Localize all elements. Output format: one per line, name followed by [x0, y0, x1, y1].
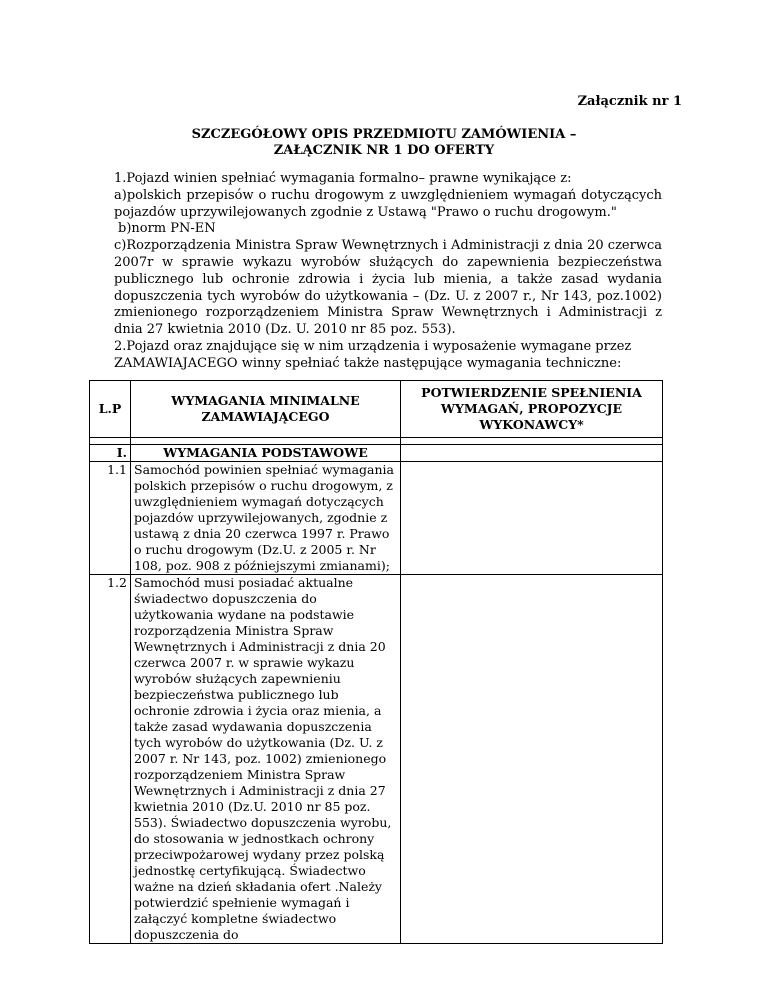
table-header-row — [90, 381, 663, 438]
row-confirmation-input[interactable] — [401, 462, 663, 575]
intro-paragraph-2: a)polskich przepisów o ruchu drogowym z uwzględnieniem wymagań dotyczących pojazdów uprzywilejowanych zgodnie z Ustawą "Prawo o ruchu drogowym." — [114, 187, 662, 220]
row-confirmation-input[interactable] — [401, 445, 663, 462]
document-title — [120, 127, 648, 159]
row-lp: 1.1 — [90, 462, 131, 575]
row-lp: I. — [90, 445, 131, 462]
title-line-1: SZCZEGÓŁOWY OPIS PRZEDMIOTU ZAMÓWIENIA – — [191, 127, 577, 142]
table-row — [90, 445, 663, 462]
intro-paragraph-4: c)Rozporządzenia Ministra Spraw Wewnętrznych i Administracji z dnia 20 czerwca 2007r w sprawie wykazu wyrobów służących do zapewnienia bezpieczeństwa publicznego lub ochronie zdrowia i życia lub mienia, a także zasad wydania dopuszczenia tych wyrobów do użytkowania – (Dz. U. z 2007 r., Nr 143, poz.1002) zmienionego rozporządzeniem Ministra Spraw Wewnętrznych i Administracji z dnia 27 kwietnia 2010 (Dz. U. 2010 nr 85 poz. 553). — [114, 238, 662, 338]
header-lp: L.P — [90, 381, 131, 438]
intro-paragraph-3: b)norm PN-EN — [118, 221, 216, 237]
intro-paragraph-5: 2.Pojazd oraz znajdujące się w nim urządzenia i wyposażenie wymagane przez ZAMAWIAJACEGO winny spełniać także następujące wymagania techniczne: — [114, 338, 632, 371]
row-lp: 1.2 — [90, 575, 131, 944]
row-requirement: Samochód musi posiadać aktualne świadectwo dopuszczenia do użytkowania wydane na podstawie rozporządzenia Ministra Spraw Wewnętrznych i Administracji z dnia 20 czerwca 2007 r. w sprawie wykazu wyrobów służących zapewnieniu bezpieczeństwa publicznego lub ochronie zdrowia i życia oraz mienia, a także zasad wydawania dopuszczenia tych wyrobów do użytkowania (Dz. U. z 2007 r. Nr 143, poz. 1002) zmienionego rozporządzeniem Ministra Spraw Wewnętrznych i Administracji z dnia 27 kwietnia 2010 (Dz.U. 2010 nr 85 poz. 553). Świadectwo dopuszczenia wyrobu, do stosowania w jednostkach ochrony przeciwpożarowej wydany przez polską jednostkę certyfikującą. Świadectwo ważne na dzień składania ofert .Należy potwierdzić spełnienie wymagań i załączyć kompletne świadectwo dopuszczenia do — [131, 575, 401, 944]
header-confirmation: POTWIERDZENIE SPEŁNIENIA WYMAGAŃ, PROPOZYCJE WYKONAWCY* — [401, 381, 663, 438]
table-separator-row — [90, 438, 663, 445]
header-requirements: WYMAGANIA MINIMALNE ZAMAWIAJĄCEGO — [131, 381, 401, 438]
annex-label: Załącznik nr 1 — [577, 94, 682, 109]
intro-paragraph-1: 1.Pojazd winien spełniać wymagania formalno– prawne wynikające z: — [114, 171, 572, 186]
row-confirmation-input[interactable] — [401, 575, 663, 944]
intro-section — [114, 171, 662, 373]
row-requirement: Samochód powinien spełniać wymagania polskich przepisów o ruchu drogowym, z uwzględnieniem wymagań dotyczących pojazdów uprzywilejowanych, zgodnie z ustawą z dnia 20 czerwca 1997 r. Prawo o ruchu drogowym (Dz.U. z 2005 r. Nr 108, poz. 908 z późniejszymi zmianami); — [131, 462, 401, 575]
table-row — [90, 462, 663, 575]
requirements-table — [89, 380, 663, 944]
table-row — [90, 575, 663, 944]
row-requirement: WYMAGANIA PODSTAWOWE — [131, 445, 401, 462]
title-line-2: ZAŁĄCZNIK NR 1 DO OFERTY — [273, 143, 495, 158]
